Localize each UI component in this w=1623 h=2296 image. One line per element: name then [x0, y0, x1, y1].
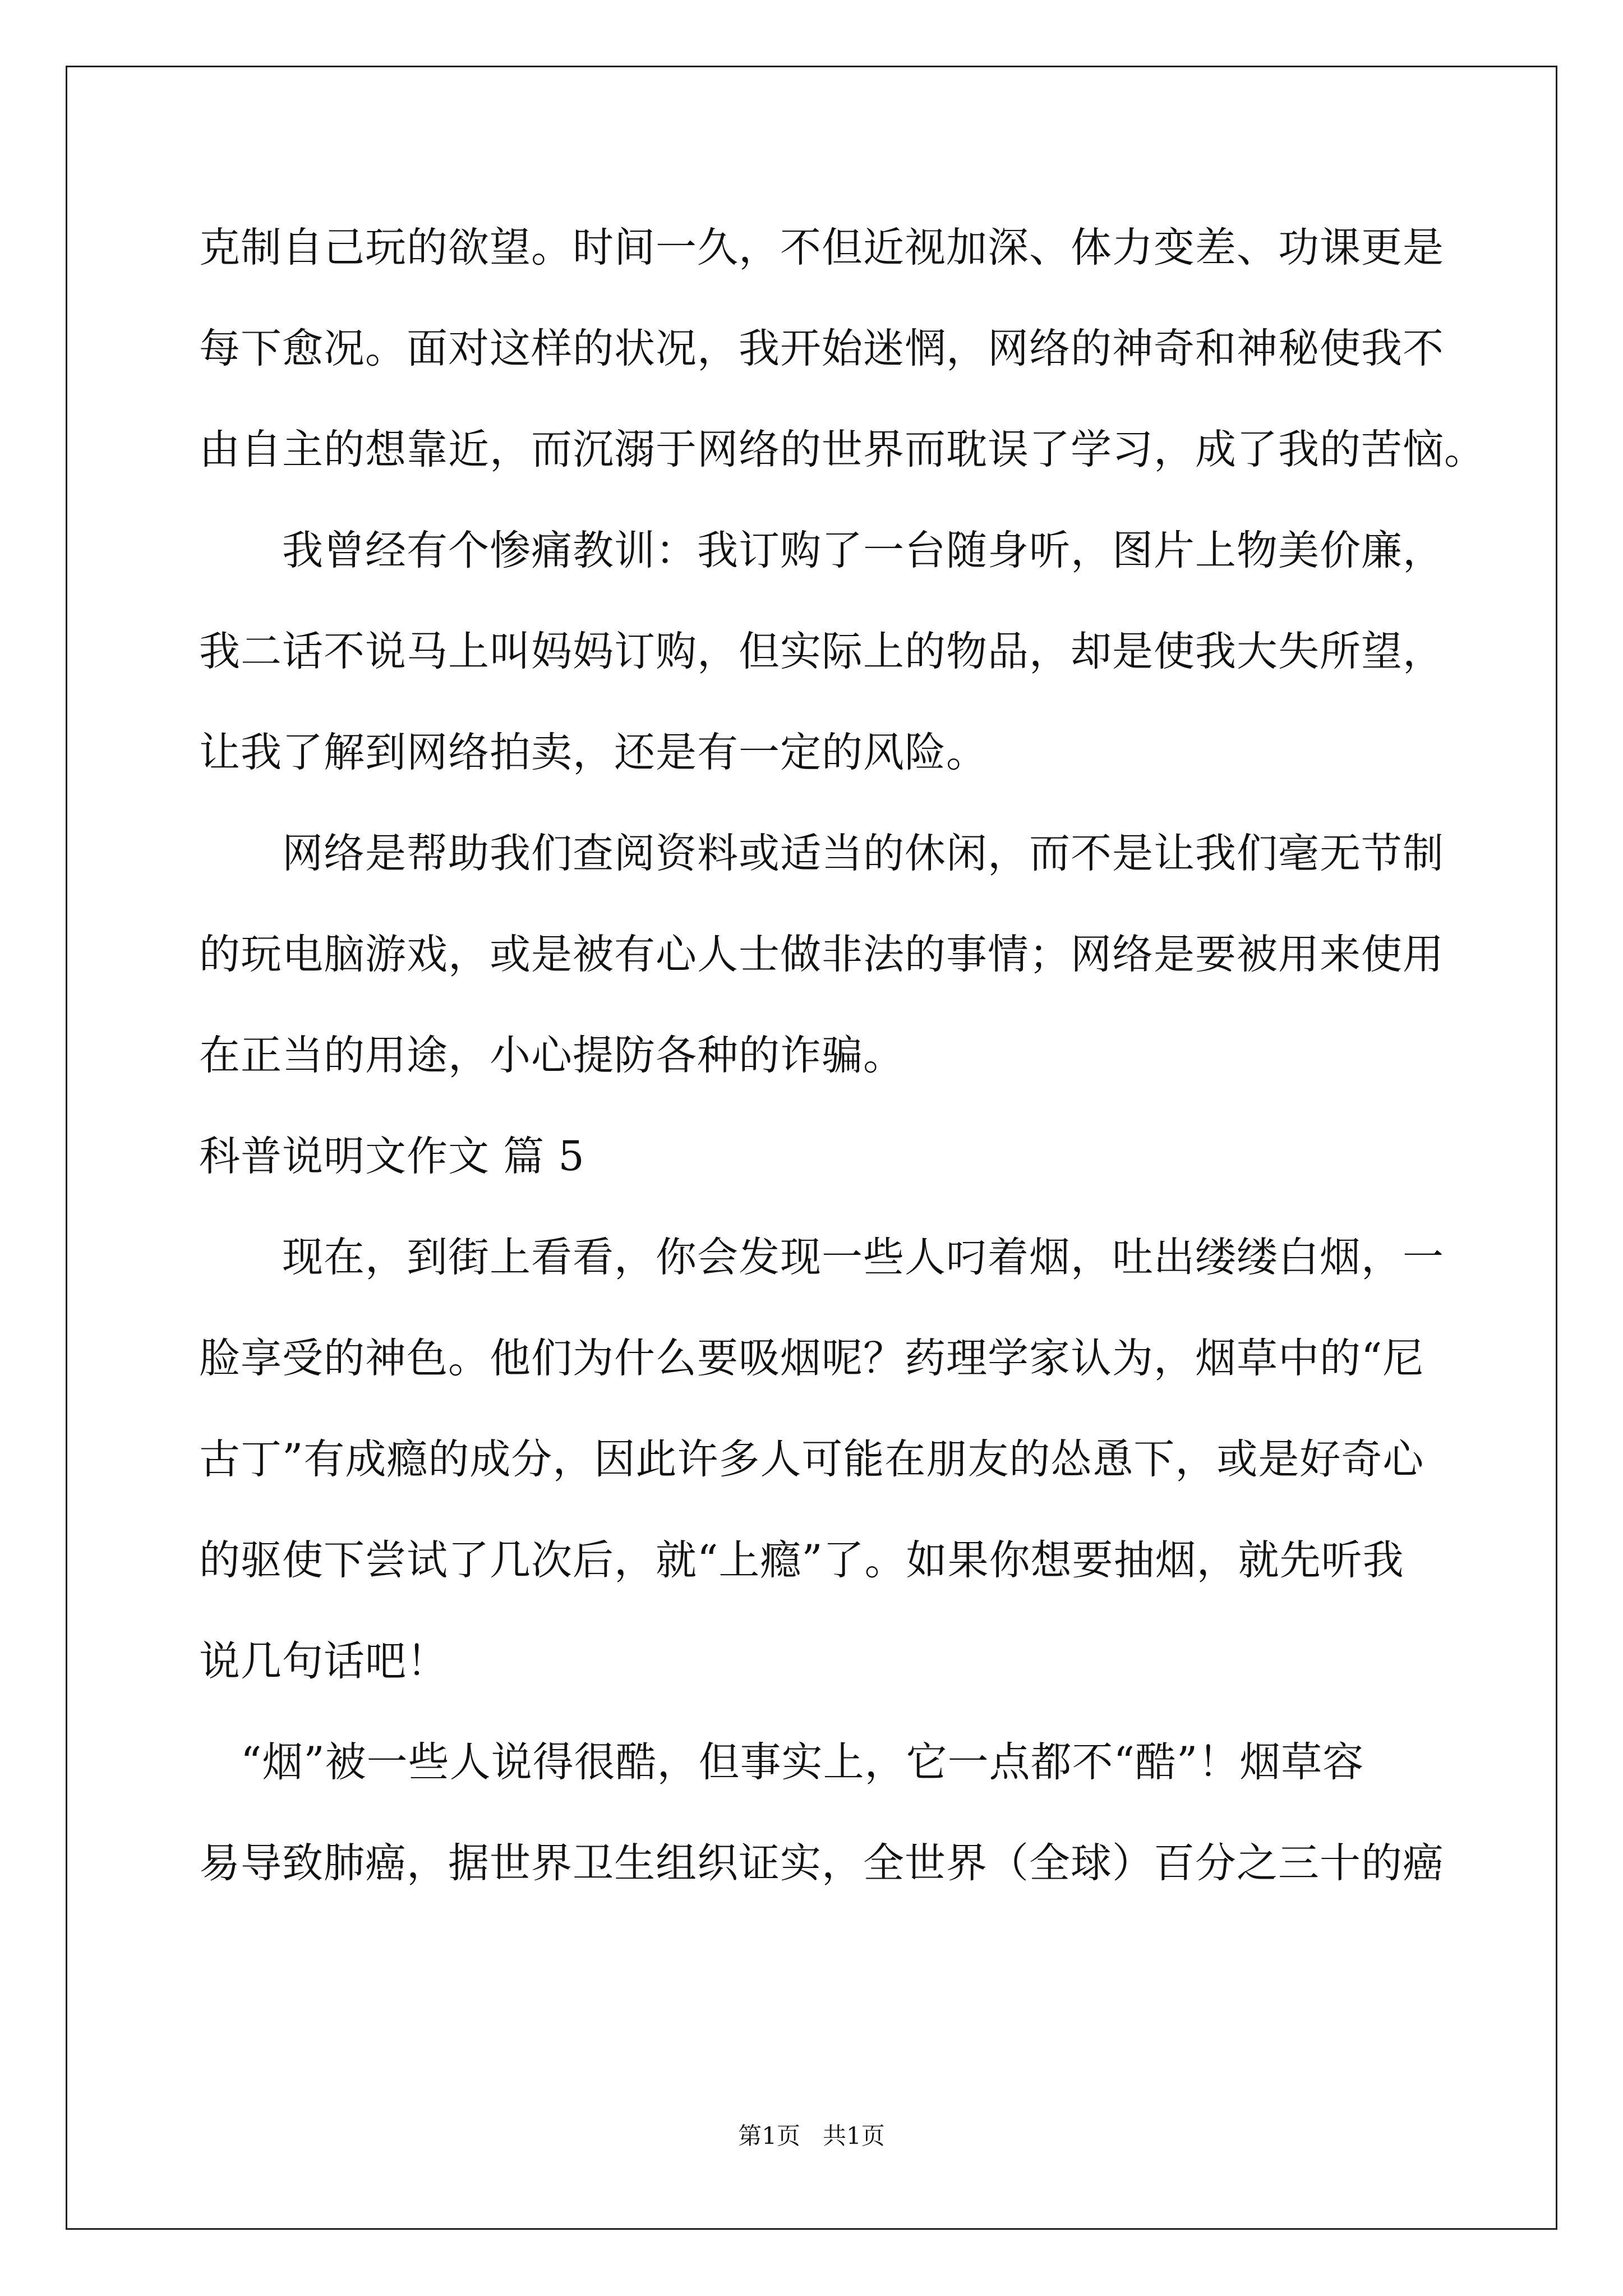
text-line-4: 我曾经有个惨痛教训：我订购了一台随身听，图片上物美价廉， [199, 527, 1444, 574]
text-line-13: 古丁”有成瘾的成分，因此许多人可能在朋友的怂恿下，或是好奇心 [199, 1435, 1424, 1483]
text-line-15: 说几句话吧！ [199, 1637, 448, 1685]
page-footer: 第1页 共1页 [738, 2122, 885, 2150]
text-line-8: 的玩电脑游戏，或是被有心人士做非法的事情；网络是要被用来使用 [199, 931, 1444, 978]
text-line-3: 由自主的想靠近，而沉溺于网络的世界而耽误了学习，成了我的苦恼。 [199, 426, 1486, 473]
text-line-16: “烟”被一些人说得很酷，但事实上，它一点都不“酷”！烟草容 [199, 1738, 1364, 1786]
text-line-17: 易导致肺癌，据世界卫生组织证实，全世界（全球）百分之三十的癌 [199, 1839, 1444, 1887]
text-line-14: 的驱使下尝试了几次后，就“上瘾”了。如果你想要抽烟，就先听我 [199, 1536, 1404, 1584]
text-line-12: 脸享受的神色。他们为什么要吸烟呢？药理学家认为，烟草中的“尼 [199, 1335, 1424, 1382]
section-heading: 科普说明文作文 篇 5 [199, 1133, 585, 1180]
text-line-1: 克制自己玩的欲望。时间一久，不但近视加深、体力变差、功课更是 [199, 224, 1444, 272]
text-line-9: 在正当的用途，小心提防各种的诈骗。 [199, 1032, 905, 1079]
text-line-6: 让我了解到网络拍卖，还是有一定的风险。 [199, 729, 988, 776]
text-line-7: 网络是帮助我们查阅资料或适当的休闲，而不是让我们毫无节制 [199, 830, 1444, 877]
text-line-5: 我二话不说马上叫妈妈订购，但实际上的物品，却是使我大失所望， [199, 628, 1444, 675]
text-line-11: 现在，到街上看看，你会发现一些人叼着烟，吐出缕缕白烟，一 [199, 1234, 1444, 1281]
text-line-2: 每下愈况。面对这样的状况，我开始迷惘，网络的神奇和神秘使我不 [199, 325, 1444, 372]
